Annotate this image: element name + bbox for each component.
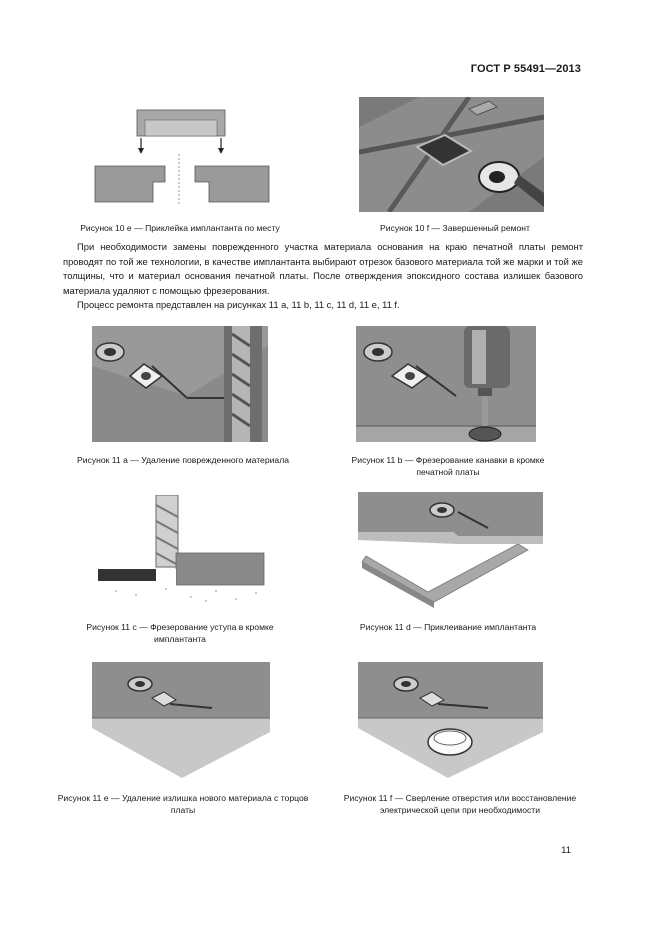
figure-11b-image [356,326,536,442]
figure-10e-image [93,108,273,208]
figure-11c-image [96,495,271,605]
figure-10f-image [359,97,544,212]
figure-11f-caption: Рисунок 11 f — Сверление отверстия или восстановление электрической цепи при необходимости [343,793,577,815]
body-text [63,240,583,313]
figure-11e-image [92,662,270,780]
figure-11c-caption: Рисунок 11 c — Фрезерование уступа в кромке имплантанта [86,622,274,644]
figure-11a-image [92,326,268,442]
page-number: 11 [561,845,571,856]
figure-11f-image [358,662,543,780]
figure-10f-caption: Рисунок 10 f — Завершенный ремонт [380,223,530,233]
document-header: ГОСТ Р 55491—2013 [470,63,581,75]
paragraph-1: При необходимости замены поврежденного участка материала основания на краю печатной платы ремонт проводят по той же технологии, в качестве имплантанта выбирают отрезок базового материала той же марки и той же толщины, что и материал основания печатной платы. После отверждения эпоксидного состава излишек базового материала удаляют с помощью фрезерования. [63,241,583,296]
figure-11d-caption: Рисунок 11 d — Приклеивание имплантанта [359,622,537,632]
paragraph-2: Процесс ремонта представлен на рисунках 11 a, 11 b, 11 c, 11 d, 11 e, 11 f. [77,299,400,310]
figure-11a-caption: Рисунок 11 a — Удаление поврежденного материала [76,455,289,465]
figure-11b-caption: Рисунок 11 b — Фрезерование канавки в кромке печатной платы [351,455,545,477]
figure-10e-caption: Рисунок 10 e — Приклейка имплантанта по месту [80,223,280,233]
figure-11d-image [358,492,543,612]
figure-11e-caption: Рисунок 11 e — Удаление излишка нового материала с торцов платы [57,793,309,815]
